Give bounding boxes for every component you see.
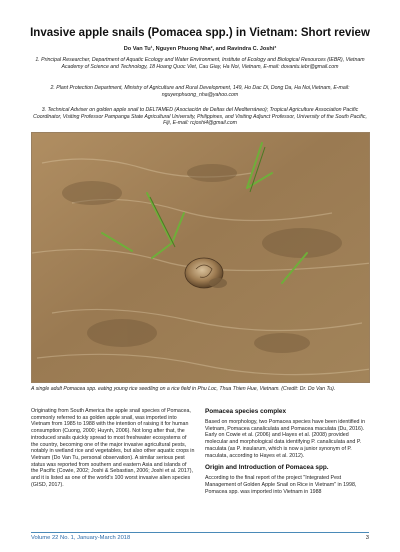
affiliation-3: 3. Technical Adviser on golden apple snail to DELTAMED (Asociación de Deltas del Mediterráneo); Tropical Agriculture Association Pacific Coordinator, Visiting Professor Pampanga State Agricultural University, Philippines, and Visiting Adjunct Professor, University of the South Pacific, Fiji, E-mail: rcjoshi4@gmail.com (33, 107, 367, 127)
snail-photo-illustration (32, 133, 370, 383)
issue-label: Volume 22 No. 1, January-March 2018 (31, 535, 131, 541)
intro-paragraph: Originating from South America the apple snail species of Pomacea, commonly referred to as golden apple snail, was imported into Vietnam from 1985 to 1988 with the intention of raising it for human consumption (Cuong, 2000; Huynh, 2006). Not long after that, the introduced snails quickly spread to most freshwater ecosystems of the country, becoming one of the major invasive agricultural pests, notably in wetland rice and vegetables, but also other aquatic crops in Vietnam (Do Van Tu, personal observation). A similar serious pest status was reported from southern and eastern Asia and islands of the Pacific (Cowie, 2002; Joshi & Sebastian, 2006; Joshi et al. 2017), and it is listed as one of the world's 100 worst invasive alien species (GISD, 2017). (31, 408, 195, 488)
section-heading-origin: Origin and Introduction of Pomacea spp. (205, 464, 329, 472)
author-line: Do Van Tu¹, Nguyen Phuong Nha², and Ravindra C. Joshi³ (123, 46, 277, 52)
affiliation-2: 2. Plant Protection Department, Ministry of Agriculture and Rural Development, 149, Ho Dac Di, Dong Da, Ha Noi,Vietnam, E-mail: nguyenphuong_nha@yahoo.com (50, 85, 350, 98)
left-column (31, 408, 195, 493)
article-title: Invasive apple snails (Pomacea spp.) in Vietnam: Short review (30, 27, 370, 39)
affiliation-1: 1. Principal Researcher, Department of Aquatic Ecology and Water Environment, Institute of Ecology and Biological Resources (IEBR), Vietnam Academy of Science and Technology, 18 Hoang Quoc Viet, Cau Giay, Ha Noi, Vietnam, E-mail: dovantu.iebr@gmail.com (35, 57, 365, 70)
species-complex-paragraph: Based on morphology, two Pomacea species have been identified in Vietnam, Pomacea canaliculata and Pomacea maculata (Du, 2016). Early on Cowie et al. (2006) and Hayes et al. (2008) provided molecular and morphological data identifying P. canaliculata and P. maculata (as P. insularum, which is now a junior synonym of P. maculata, according to Hayes et al. 2012). (205, 419, 366, 459)
origin-paragraph: According to the final report of the project "Integrated Pest Management of Golden Apple Snail on Rice in Vietnam" in 1998, Pomacea spp. was imported into Vietnam in 1988 (205, 475, 357, 495)
page-number: 3 (365, 535, 369, 541)
section-heading-species-complex: Pomacea species complex (205, 408, 286, 415)
right-column (205, 408, 369, 500)
figure-caption: A single adult Pomacea spp. eating young rice seedling on a rice field in Phu Loc, Thua Thien Hue, Vietnam. (Credit: Dr. Do Van Tu). (31, 386, 336, 392)
footer-rule (31, 532, 369, 533)
snail-photo (31, 132, 370, 383)
